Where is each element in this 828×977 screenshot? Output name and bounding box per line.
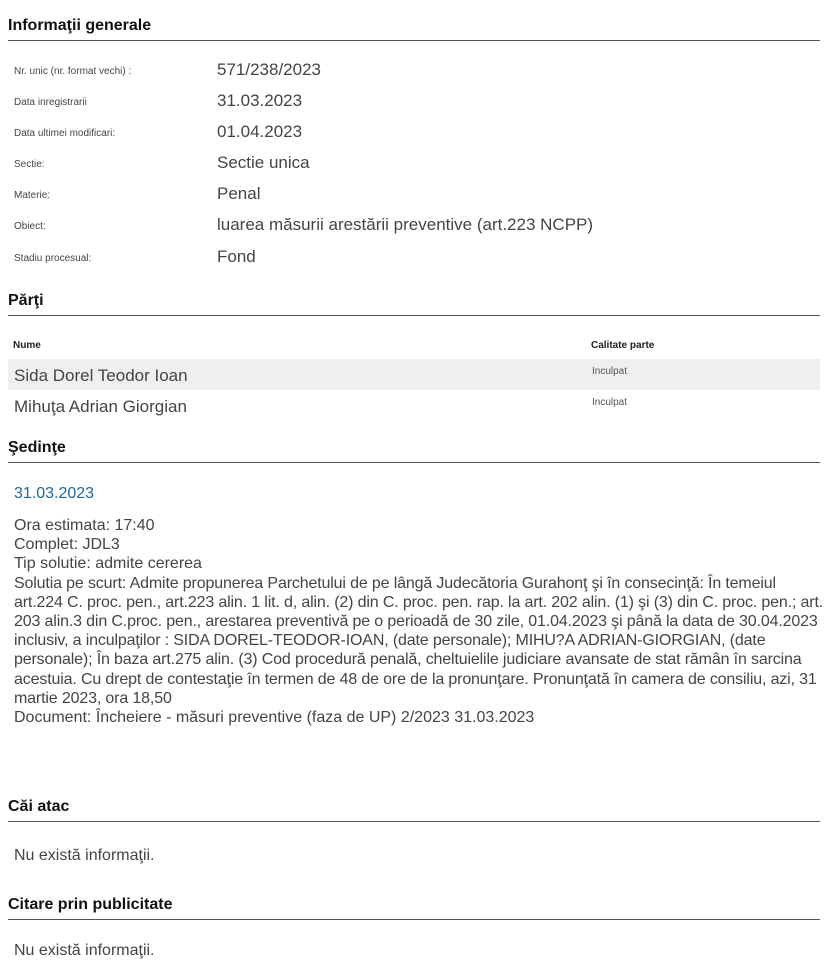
hearing-details [14, 516, 826, 727]
info-label: Data inregistrarii [14, 97, 87, 108]
info-value: luarea măsurii arestării preventive (art.223 NCPP) [217, 215, 594, 234]
section-title-citare: Citare prin publicitate [8, 896, 820, 920]
party-name: Sida Dorel Teodor Ioan [14, 366, 188, 385]
info-value: 31.03.2023 [217, 91, 303, 110]
table-row [8, 359, 820, 390]
info-label: Nr. unic (nr. format vechi) : [14, 66, 132, 77]
hearing-date-link[interactable]: 31.03.2023 [14, 485, 95, 502]
info-label: Obiect: [14, 221, 46, 232]
info-value: 01.04.2023 [217, 122, 303, 141]
info-value: Sectie unica [217, 153, 310, 172]
section-title-sedinte: Şedinţe [8, 439, 820, 463]
hearing-solution-type: Tip solutie: admite cererea [14, 555, 202, 573]
party-role: Inculpat [592, 397, 628, 408]
info-value: Fond [217, 247, 256, 266]
hearing-document: Document: Încheiere - măsuri preventive (faza de UP) 2/2023 31.03.2023 [14, 709, 535, 727]
info-value: Penal [217, 184, 261, 203]
info-label: Sectie: [14, 159, 45, 170]
citare-empty-text: Nu există informaţii. [14, 942, 155, 959]
cai-atac-empty-text: Nu există informaţii. [14, 847, 155, 864]
section-title-parti: Părţi [8, 292, 820, 316]
hearing-time: Ora estimata: 17:40 [14, 517, 155, 534]
section-title-general: Informaţii generale [8, 17, 820, 41]
column-header-calitate: Calitate parte [591, 340, 655, 351]
section-title-cai-atac: Căi atac [8, 798, 820, 822]
info-value: 571/238/2023 [217, 60, 321, 79]
hearing-panel: Complet: JDL3 [14, 536, 120, 554]
info-label: Materie: [14, 190, 51, 201]
column-header-nume: Nume [13, 340, 41, 351]
hearing-solution-summary: Solutia pe scurt: Admite propunerea Parchetului de pe lângă Judecătoria Gurahonţ şi în consecinţă: În temeiul art.224 C. proc. pen., art.223 alin. 1 lit. d, alin. (2) din C. proc. pen. rap. la art. 202 alin. (1) şi (3) din C. proc. pen.; art. 203 alin.3 din C.proc. pen., arestarea preventivă pe o perioadă de 30 zile, 01.04.2023 şi până la data de 30.04.2023 inclusiv, a inculpaţilor : SIDA DOREL-TEODOR-IOAN, (date personale); MIHU?A ADRIAN-GIORGIAN, (date personale); În baza art.275 alin. (3) Cod procedură penală, cheltuielile judiciare avansate de stat rămân în sarcina acestuia. Cu drept de contestaţie în termen de 48 de ore de la pronunţare. Pronunţată în camera de consiliu, azi, 31 martie 2023, ora 18,50 [14, 574, 824, 707]
party-name: Mihuţa Adrian Giorgian [14, 397, 187, 416]
info-label: Stadiu procesual: [14, 253, 92, 264]
party-role: Inculpat [592, 366, 628, 377]
info-label: Data ultimei modificari: [14, 128, 116, 139]
table-row [8, 390, 820, 421]
